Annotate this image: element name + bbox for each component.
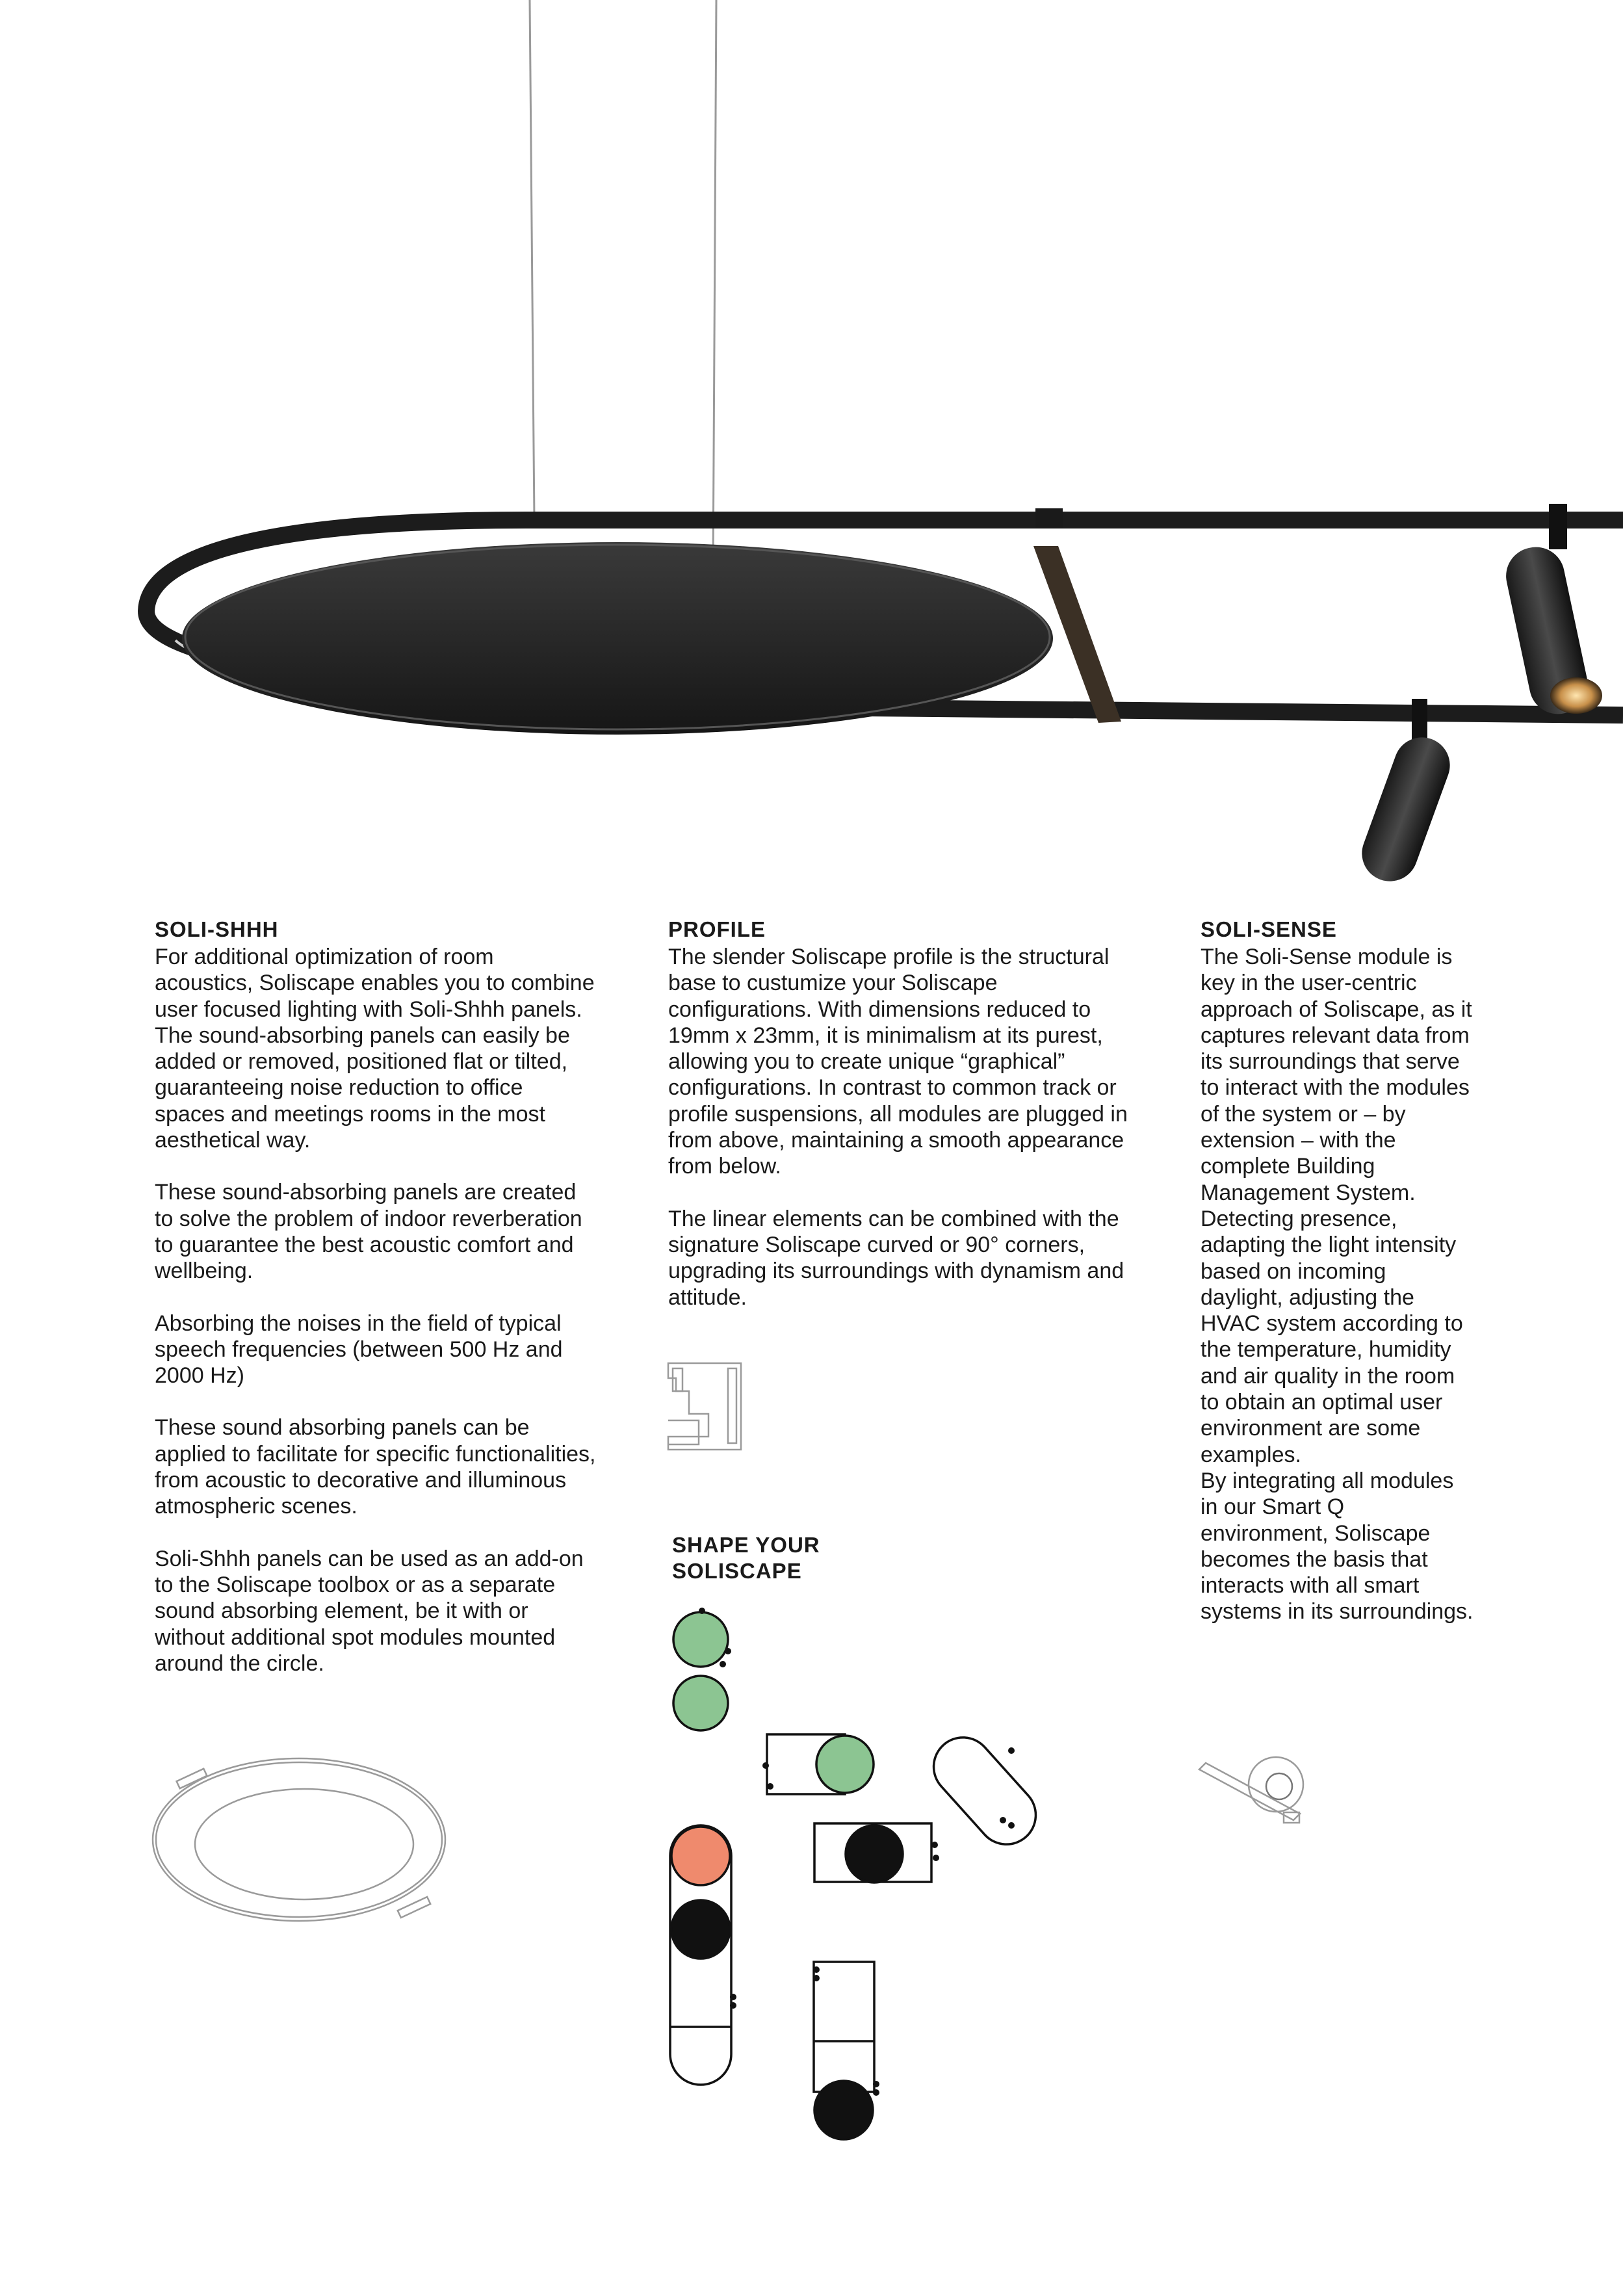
soli-shhh-heading: SOLI-SHHH bbox=[155, 917, 279, 941]
soli-shhh-paragraph: For additional optimization of room acoustics, Soliscape enables you to combine user focused lighting with Soli-Shhh panels. The sound-absorbing panels can easily be added or removed, positioned flat or tilted, guaranteeing noise reduction to office spaces and meetings rooms in the most aesthetical way. bbox=[155, 945, 595, 1153]
profile-paragraph: The linear elements can be combined with the signature Soliscape curved or 90° corners, upgrading its surroundings with dynamism and attitude. bbox=[668, 1206, 1124, 1310]
config-rect bbox=[814, 1962, 874, 2092]
soli-shhh-paragraph: These sound absorbing panels can be applied to facilitate for specific functionalities, from acoustic to decorative and illuminous atmospheric scenes. bbox=[155, 1415, 596, 1519]
config-circle-black bbox=[846, 1825, 903, 1883]
profile-section-drawing bbox=[668, 1363, 741, 1450]
config-capsule bbox=[922, 1725, 1048, 1856]
config-circle-salmon bbox=[671, 1827, 730, 1885]
soli-sense-module-drawing bbox=[1199, 1757, 1303, 1823]
soli-shhh-section bbox=[155, 915, 597, 1702]
shape-heading-line: SOLISCAPE bbox=[672, 1559, 802, 1583]
config-capsule bbox=[670, 1825, 731, 2085]
configuration-shapes bbox=[670, 1608, 1048, 2139]
soli-sense-paragraph: By integrating all modules in our Smart Q environment, Soliscape becomes the basis that interacts with all smart systems in its surroundings. bbox=[1201, 1468, 1474, 1624]
profile-heading: PROFILE bbox=[668, 917, 766, 941]
config-rect bbox=[767, 1734, 845, 1794]
soli-shhh-paragraph: These sound-absorbing panels are created to solve the problem of indoor reverberation to guarantee the best acoustic comfort and wellbeing. bbox=[155, 1180, 582, 1284]
soli-sense-paragraph: The Soli-Sense module is key in the user-centric approach of Soliscape, as it captures relevant data from its surroundings that serve to interact with the modules of the system or – by extension – with the complete Building Management System. Detecting presence, adapting the light intensity based on incoming daylight, adjusting the HVAC system according to the temperature, humidity and air quality in the room to obtain an optimal user environment are some examples. bbox=[1201, 945, 1472, 1467]
config-circle-green bbox=[673, 1612, 728, 1667]
shape-heading-line: SHAPE YOUR bbox=[672, 1533, 820, 1557]
soli-shhh-paragraph: Soli-Shhh panels can be used as an add-on to the Soliscape toolbox or as a separate sound absorbing element, be it with or without additional spot modules mounted around the circle. bbox=[155, 1546, 584, 1676]
soli-shhh-panel-drawing bbox=[153, 1758, 445, 1921]
soli-sense-section bbox=[1201, 915, 1474, 1651]
config-circle-green bbox=[673, 1676, 728, 1730]
profile-section bbox=[668, 915, 1136, 1337]
shape-your-soliscape-heading bbox=[672, 1532, 820, 1584]
config-circle-black bbox=[814, 2081, 873, 2139]
hero-product-image bbox=[0, 0, 1623, 897]
profile-paragraph: The slender Soliscape profile is the structural base to custumize your Soliscape configurations. With dimensions reduced to 19mm x 23mm, it is minimalism at its purest, allowing you to create unique “graphical” configurations. In contrast to common track or profile suspensions, all modules are plugged in from above, maintaining a smooth appearance from below. bbox=[668, 945, 1128, 1179]
config-rect bbox=[814, 1823, 931, 1882]
config-circle-green bbox=[816, 1736, 874, 1793]
config-circle-black bbox=[671, 1900, 730, 1959]
soli-sense-heading: SOLI-SENSE bbox=[1201, 917, 1337, 941]
soli-shhh-paragraph: Absorbing the noises in the field of typical speech frequencies (between 500 Hz and 2000 Hz) bbox=[155, 1311, 563, 1389]
